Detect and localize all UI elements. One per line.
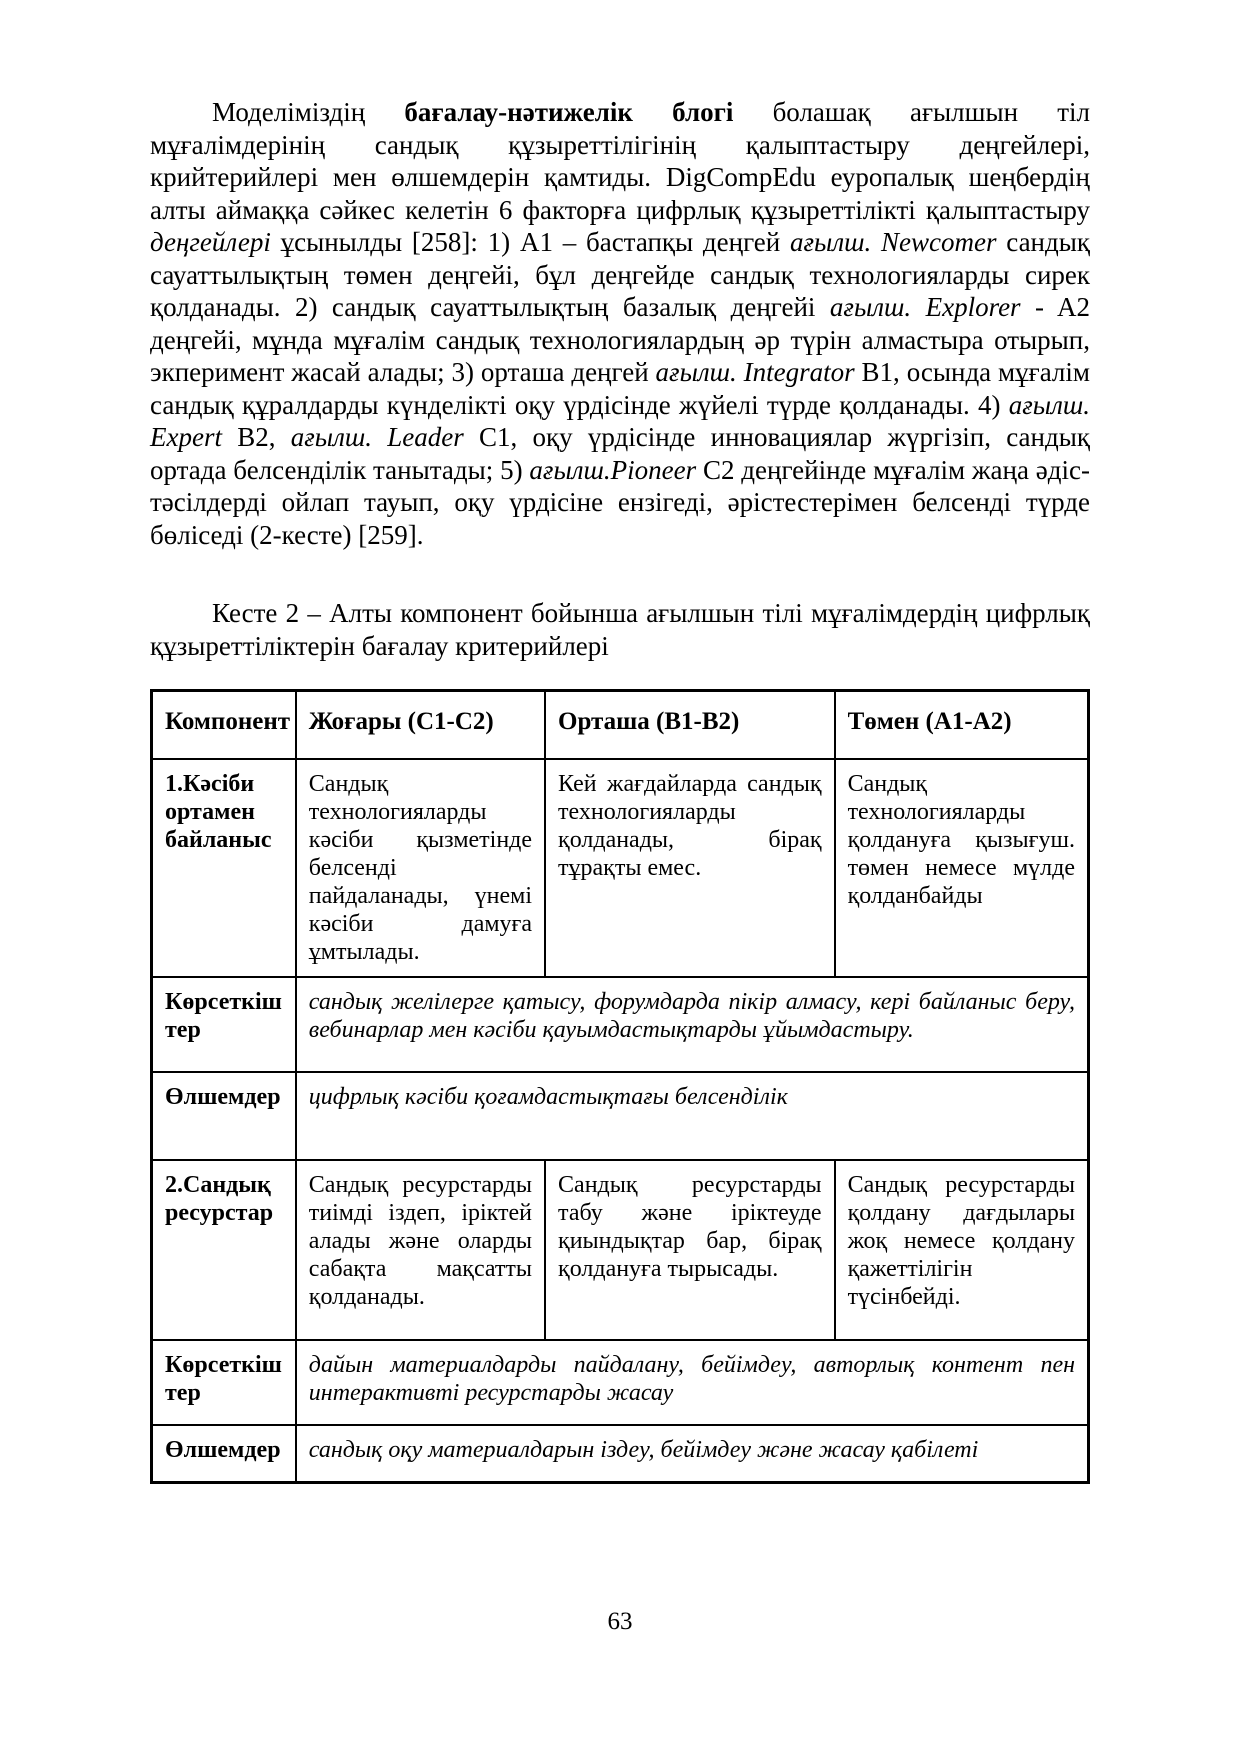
span-text-cell: сандық желілерге қатысу, форумдарда пікір алмасу, кері байланыс беру, вебинарлар мен кәсіби қауымдастықтарды ұйымдастыру. — [296, 977, 1089, 1072]
text-segment: ағылш. Explorer — [829, 292, 1021, 322]
body-paragraph — [150, 96, 1090, 551]
text-segment: Моделіміздің — [212, 97, 405, 127]
level-cell-low: Сандық ресурстарды қолдану дағдылары жоқ немесе қолдану қажеттілігін түсінбейді. — [835, 1160, 1089, 1340]
row-label-cell: Көрсеткіштер — [152, 977, 296, 1072]
text-segment: ағылш. Newcomer — [790, 227, 997, 257]
span-text-cell: цифрлық кәсіби қоғамдастықтағы белсенділік — [296, 1072, 1089, 1160]
text-segment: B1, осында мұғалім сандық құралдарды күнделікті оқу үрдісінде жүйелі түрде қолданады. 4) — [150, 357, 1090, 420]
text-segment: бағалау-нәтижелік блогі — [404, 97, 734, 127]
span-text-cell: дайын материалдарды пайдалану, бейімдеу, авторлық контент пен интерактивті ресурстарды жасау — [296, 1340, 1089, 1425]
measures-row-1 — [152, 1072, 1089, 1160]
measures-row-2 — [152, 1425, 1089, 1483]
page-number: 63 — [607, 1608, 633, 1635]
text-segment: C1, оқу үрдісінде инновациялар жүргізіп, сандық ортада белсенділік танытады; 5) — [150, 422, 1090, 485]
text-segment: сандық сауаттылықтың төмен деңгейі, бұл деңгейде сандық технологияларды сирек қолданады. 2) сандық сауаттылықтың базалық деңгейі — [150, 227, 1090, 322]
text-segment: ағылш. Leader — [290, 422, 464, 452]
competence-table — [150, 689, 1090, 1484]
span-text-cell: сандық оқу материалдарын іздеу, бейімдеу және жасау қабілеті — [296, 1425, 1089, 1483]
text-segment: деңгейлері — [150, 227, 271, 257]
level-cell-medium: Кей жағдайларда сандық технологияларды қолданады, бірақ тұрақты емес. — [545, 759, 835, 977]
header-cell-component: Компонент — [152, 691, 296, 759]
text-segment: B2, — [221, 422, 291, 452]
text-segment: - A2 деңгейі, мұнда мұғалім сандық технологиялардың әр түрін алмастыра отырып, экперимент жасай алады; 3) орташа деңгей — [150, 292, 1091, 387]
header-cell-medium: Орташа (B1-B2) — [545, 691, 835, 759]
level-cell-medium: Сандық ресурстарды табу және іріктеуде қиындықтар бар, бірақ қолдануға тырысады. — [545, 1160, 835, 1340]
table-caption: Кесте 2 – Алты компонент бойынша ағылшын тілі мұғалімдердің цифрлық құзыреттіліктерін бағалау критерийлері — [150, 598, 1090, 661]
text-segment: болашақ ағылшын тіл мұғалімдерінің сандық құзыреттілігінің қалыптастыру деңгейлері, крийтерийлері мен өлшемдерін қамтиды. DigCompEdu еуропалық шеңбердің алты аймаққа сәйкес келетін 6 факторға цифрлық құзыреттілікті қалыптастыру — [150, 97, 1090, 225]
header-cell-low: Төмен (A1-A2) — [835, 691, 1089, 759]
text-segment: ағылш.Pioneer — [529, 454, 697, 485]
text-segment: ағылш. Integrator — [655, 357, 855, 387]
row-label-cell: Өлшемдер — [152, 1072, 296, 1160]
row-label-cell: Көрсеткіштер — [152, 1340, 296, 1425]
indicators-row-1 — [152, 977, 1089, 1072]
text-segment: ағылш. Expert — [150, 389, 1090, 452]
row-label-cell: Өлшемдер — [152, 1425, 296, 1483]
row-label-cell: 1.Кәсіби ортамен байланыс — [152, 759, 296, 977]
text-segment: ұсынылды [258]: 1) A1 – бастапқы деңгей — [270, 227, 791, 257]
text-segment: C2 деңгейінде мұғалім жаңа әдіс-тәсілдерді ойлап тауып, оқу үрдісіне ензігеді, әрістестерімен белсенді түрде бөліседі (2-кесте) [259]. — [150, 454, 1090, 550]
level-cell-low: Сандық технологияларды қолдануға қызығуш. төмен немесе мүлде қолданбайды — [835, 759, 1089, 977]
row-label-cell: 2.Сандық ресурстар — [152, 1160, 296, 1340]
component-row-1 — [152, 759, 1089, 977]
level-cell-high: Сандық ресурстарды тиімді іздеп, іріктей алады және оларды сабақта мақсатты қолданады. — [296, 1160, 545, 1340]
indicators-row-2 — [152, 1340, 1089, 1425]
component-row-2 — [152, 1160, 1089, 1340]
table-header-row — [152, 691, 1089, 759]
header-cell-high: Жоғары (C1-C2) — [296, 691, 545, 759]
level-cell-high: Сандық технологияларды кәсіби қызметінде белсенді пайдаланады, үнемі кәсіби дамуға ұмтылады. — [296, 759, 545, 977]
